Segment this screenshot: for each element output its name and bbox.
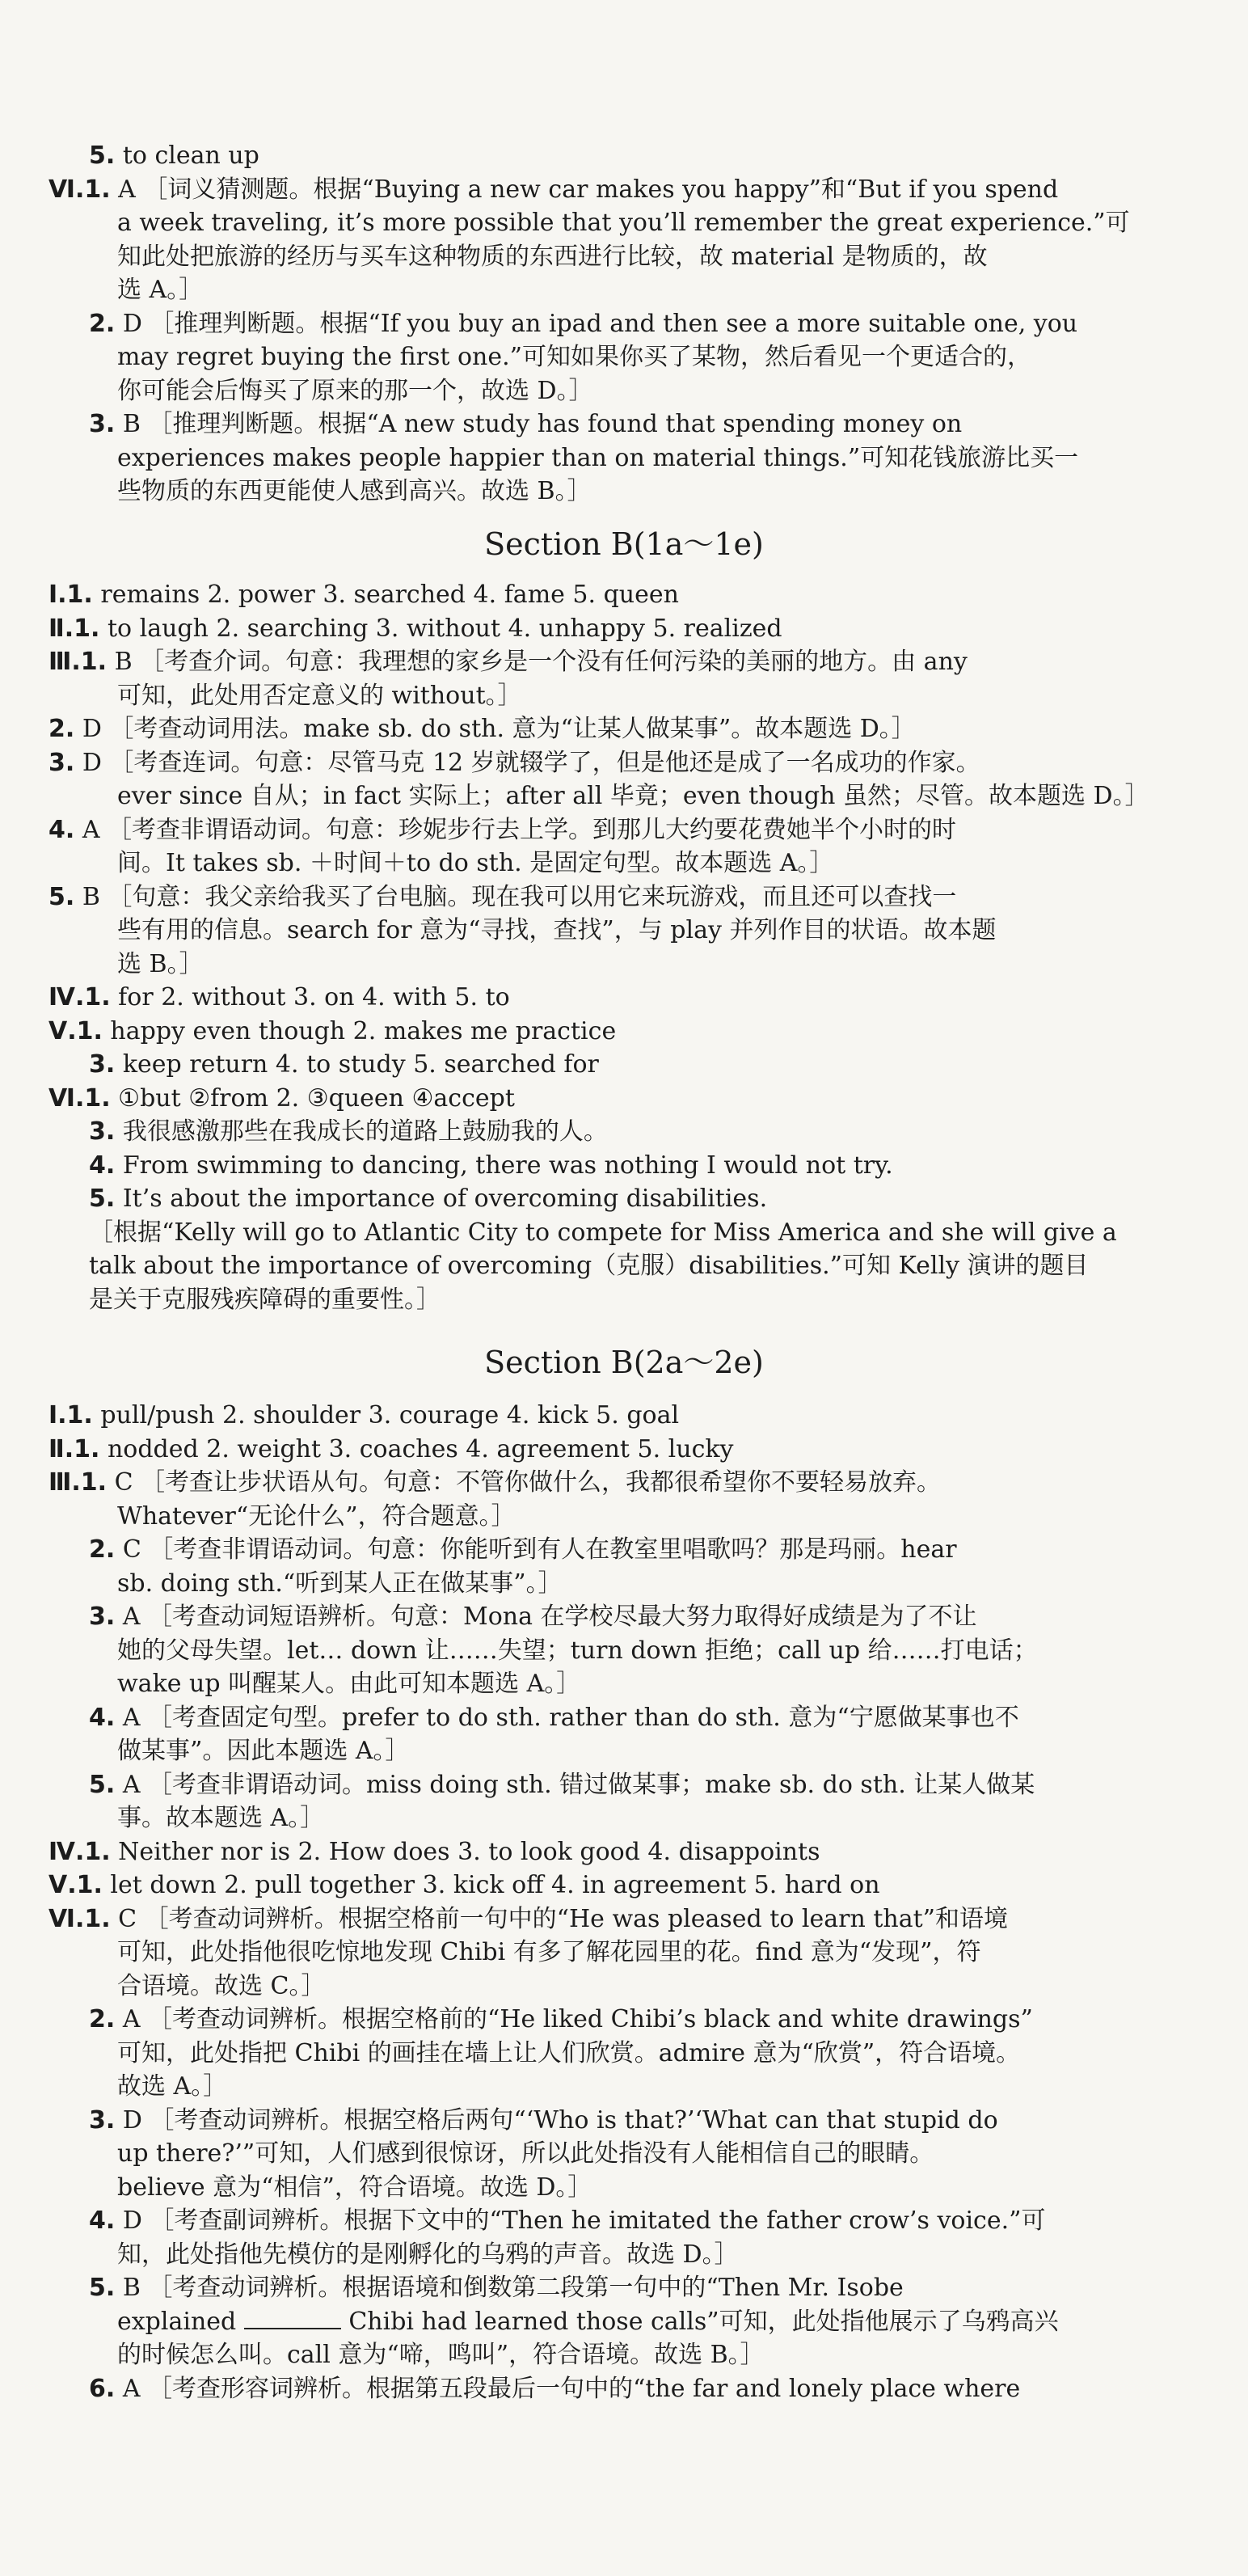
answer-text: sb. doing sth.“听到某人正在做某事”。］ [117,1569,563,1598]
item-number: Ⅰ.1. [48,581,93,609]
item-number: 2. [89,1535,116,1564]
answer-text: 间。It takes sb. ＋时间＋to do sth. 是固定句型。故本题选 A。］ [117,849,834,877]
answer-text: 是关于克服残疾障碍的重要性。］ [89,1285,441,1314]
item-number: 2. [89,309,116,338]
answer-line [48,1082,515,1116]
answer-line [89,2372,1020,2406]
answer-text: 选 A。］ [117,276,204,304]
section-title-b-1a-1e: Section B(1a～1e) [484,526,764,562]
item-number: 5. [89,2274,116,2302]
answer-text: It’s about the importance of overcoming disabilities. [115,1185,768,1213]
item-number: Ⅳ.1. [48,1837,111,1866]
item-number: Ⅵ.1. [48,1083,111,1113]
answer-text: C ［考查动词辨析。根据空格前一句中的“He was pleased to learn that”和语境 [110,1904,1009,1933]
item-number: 5. [89,1185,116,1213]
answer-line [117,779,1149,813]
answer-line [117,847,833,880]
answer-text: let down 2. pull together 3. kick off 4. in agreement 5. hard on [102,1871,880,1899]
answer-line [48,746,980,780]
answer-line [89,2271,904,2305]
answer-text: 事。故本题选 A。］ [117,1804,325,1832]
item-number: 3. [89,1603,116,1631]
answer-text: Whatever“无论什么”，符合题意。］ [117,1501,516,1531]
answer-line [117,1970,326,2004]
answer-line [48,712,916,746]
answer-text: D ［推理判断题。根据“If you buy an ipad and then see a more suitable one, you [115,309,1078,338]
answer-line [89,2003,1033,2037]
answer-line [117,679,522,713]
answer-text: A ［考查非谓语动词。句意：珍妮步行去上学。到那儿大约要花费她半个小时的时 [74,815,957,844]
answer-text: wake up 叫醒某人。由此可知本题选 A。］ [117,1670,581,1698]
answer-text: up there?’”可知，人们感到很惊讶，所以此处指没有人能相信自己的眼睛。 [117,2139,934,2168]
answer-line [89,1249,1089,1283]
answer-text: pull/push 2. shoulder 3. courage 4. kick 5. goal [92,1401,680,1429]
answer-line [117,340,1031,374]
answer-line [89,1182,767,1216]
answer-text: B ［句意：我父亲给我买了台电脑。现在我可以用它来玩游戏，而且还可以查找一 [74,882,957,911]
answer-text: B ［考查介词。句意：我理想的家乡是一个没有任何污染的美丽的地方。由 any [107,648,968,676]
answer-line [48,1466,941,1500]
answer-line [48,813,956,847]
answer-line [117,1734,410,1768]
answer-line [48,981,510,1015]
answer-text: 可知，此处用否定意义的 without。］ [117,681,522,710]
answer-text: believe 意为“相信”，符合语境。故选 D。］ [117,2173,592,2202]
answer-text: a week traveling, it’s more possible that you’ll remember the great experience.”可 [117,209,1130,237]
answer-text: A ［考查固定句型。prefer to do sth. rather than do sth. 意为“宁愿做某事也不 [115,1703,1019,1732]
answer-line [117,2137,934,2171]
answer-line [117,2238,739,2272]
answer-line [117,374,593,408]
answer-line [117,1634,1038,1668]
fill-blank [244,2305,341,2329]
item-number: 5. [48,882,75,911]
answer-line [89,408,962,441]
answer-text: A ［考查动词辨析。根据空格前的“He liked Chibi’s black and white drawings” [115,2005,1033,2033]
answer-text: A ［考查形容词辨析。根据第五段最后一句中的“the far and lonely place where [115,2374,1021,2403]
answer-line [48,1015,616,1049]
answer-line [89,1768,1035,1802]
answer-line [117,2338,765,2372]
item-number: Ⅱ.1. [48,614,100,643]
answer-line [48,880,956,914]
answer-line [48,1835,820,1869]
item-number: 3. [48,748,75,777]
answer-text: A ［考查非谓语动词。miss doing sth. 错过做某事；make sb. do sth. 让某人做某 [115,1770,1035,1799]
answer-line [48,173,1058,207]
answer-text: A ［词义猜测题。根据“Buying a new car makes you happy”和“But if you spend [110,175,1059,204]
answer-text: ①but ②from 2. ③queen ④accept [110,1083,515,1113]
item-number: 4. [89,1703,116,1732]
answer-text: D ［考查动词辨析。根据空格后两句“‘Who is that?’‘What can that stupid do [115,2105,998,2135]
answer-line [117,475,592,509]
item-number: 5. [89,1770,116,1799]
item-number: 5. [89,141,116,170]
answer-text: 可知，此处指把 Chibi 的画挂在墙上让人们欣赏。admire 意为“欣赏”，符合语境。 [117,2038,1021,2067]
item-number: 6. [89,2374,116,2403]
answer-text: D ［考查动词用法。make sb. do sth. 意为“让某人做某事”。故本题选 D。］ [74,715,916,743]
section-title-b-2a-2e: Section B(2a～2e) [484,1345,764,1380]
item-number: 3. [89,2105,116,2135]
item-number: Ⅱ.1. [48,1434,100,1463]
answer-line [117,441,1078,475]
answer-text: Chibi had learned those calls”可知，此处指他展示了乌鸦高兴 [340,2307,1059,2336]
answer-line [89,1283,441,1317]
answer-line [89,2204,1045,2238]
answer-text: B ［推理判断题。根据“A new study has found that spending money on [115,410,963,438]
answer-text: 合语境。故选 C。］ [117,1971,326,2000]
answer-line [117,1567,563,1601]
answer-text: 可知，此处指他很吃惊地发现 Chibi 有多了解花园里的花。find 意为“发现”，符 [117,1938,981,1966]
answer-text: 选 B。］ [117,949,204,978]
answer-text: 故选 A。］ [117,2072,228,2101]
answer-line [117,914,996,948]
item-number: Ⅳ.1. [48,983,111,1011]
item-number: 3. [89,1050,116,1079]
item-number: 4. [89,1151,116,1180]
item-number: Ⅲ.1. [48,1468,108,1497]
answer-line [89,1216,1117,1250]
item-number: Ⅴ.1. [48,1871,103,1899]
answer-line [117,2171,592,2205]
item-number: 4. [89,2206,116,2235]
answer-text: experiences makes people happier than on material things.”可知花钱旅游比买一 [117,443,1079,472]
answer-text: for 2. without 3. on 4. with 5. to [110,983,510,1011]
answer-line [48,1902,1008,1936]
answer-text: 知此处把旅游的经历与买车这种物质的东西进行比较，故 material 是物质的，故 [117,242,988,271]
answer-text: happy even though 2. makes me practice [102,1016,617,1045]
answer-text: Neither nor is 2. How does 3. to look good 4. disappoints [110,1837,820,1866]
answer-line [48,612,782,646]
item-number: 3. [89,410,116,438]
item-number: Ⅰ.1. [48,1401,93,1429]
answer-line [117,1667,580,1701]
answer-text: ever since 自从；in fact 实际上；after all 毕竟；even though 虽然；尽管。故本题选 D。］ [117,782,1149,810]
item-number: Ⅲ.1. [48,648,108,676]
item-number: 4. [48,815,75,844]
answer-text: D ［考查连词。句意：尽管马克 12 岁就辍学了，但是他还是成了一名成功的作家。 [74,748,980,777]
answer-line [89,139,259,173]
answer-text: remains 2. power 3. searched 4. fame 5. queen [92,581,679,609]
answer-line [117,1500,516,1534]
answer-text: 些物质的东西更能使人感到高兴。故选 B。］ [117,477,592,505]
item-number: 3. [89,1117,116,1146]
answer-line [89,1115,608,1149]
item-number: Ⅵ.1. [48,1904,111,1933]
answer-line [48,1399,679,1433]
answer-text: C ［考查非谓语动词。句意：你能听到有人在教室里唱歌吗？那是玛丽。hear [115,1535,957,1564]
item-number: 2. [89,2005,116,2033]
answer-text: nodded 2. weight 3. coaches 4. agreement 5. lucky [99,1434,734,1463]
answer-text: 你可能会后悔买了原来的那一个，故选 D。］ [117,376,593,405]
answer-line [89,1533,957,1567]
answer-line [117,206,1130,240]
answer-text: keep return 4. to study 5. searched for [115,1050,599,1079]
answer-line [89,2104,998,2138]
answer-text: A ［考查动词短语辨析。句意：Mona 在学校尽最大努力取得好成绩是为了不让 [115,1603,977,1631]
answer-line [117,240,988,274]
answer-text: C ［考查让步状语从句。句意：不管你做什么，我都很希望你不要轻易放弃。 [107,1468,942,1497]
answer-line [89,1701,1019,1735]
answer-line [117,2070,227,2104]
answer-line [48,578,679,612]
answer-text: talk about the importance of overcoming（克服）disabilities.”可知 Kelly 演讲的题目 [89,1252,1089,1280]
answer-text: 做某事”。因此本题选 A。］ [117,1737,410,1765]
answer-line [117,1801,324,1835]
answer-line [48,1433,734,1467]
answer-line [89,307,1077,341]
answer-text: From swimming to dancing, there was nothing I would not try. [115,1151,893,1180]
answer-text: explained [117,2307,237,2336]
answer-text: 我很感激那些在我成长的道路上鼓励我的人。 [115,1117,608,1146]
answer-line [48,645,968,679]
answer-text: to clean up [115,141,259,170]
answer-text: 知，此处指他先模仿的是刚孵化的乌鸦的声音。故选 D。］ [117,2240,739,2269]
answer-line [117,948,204,982]
answer-text: B ［考查动词辨析。根据语境和倒数第二段第一句中的“Then Mr. Isobe [115,2274,904,2302]
answer-line [89,1600,977,1634]
answer-line [117,1936,981,1970]
answer-line [117,273,203,307]
answer-text: 她的父母失望。let… down 让……失望；turn down 拒绝；call up 给……打电话； [117,1636,1038,1665]
answer-line [117,2305,1059,2339]
answer-line [89,1048,599,1082]
answer-text: ［根据“Kelly will go to Atlantic City to compete for Miss America and she will give a [89,1218,1117,1247]
answer-line [89,1149,893,1183]
answer-text: D ［考查副词辨析。根据下文中的“Then he imitated the father crow’s voice.”可 [115,2206,1046,2235]
answer-text: 些有用的信息。search for 意为“寻找，查找”，与 play 并列作目的状语。故本题 [117,916,997,944]
item-number: Ⅵ.1. [48,175,111,204]
answer-line [48,1869,880,1902]
item-number: 2. [48,715,75,743]
answer-text: to laugh 2. searching 3. without 4. unhappy 5. realized [99,614,782,643]
answer-text: may regret buying the first one.”可知如果你买了某物，然后看见一个更适合的， [117,343,1031,371]
item-number: Ⅴ.1. [48,1016,103,1045]
answer-text: 的时候怎么叫。call 意为“啼，鸣叫”，符合语境。故选 B。］ [117,2341,765,2369]
answer-line [117,2037,1020,2071]
